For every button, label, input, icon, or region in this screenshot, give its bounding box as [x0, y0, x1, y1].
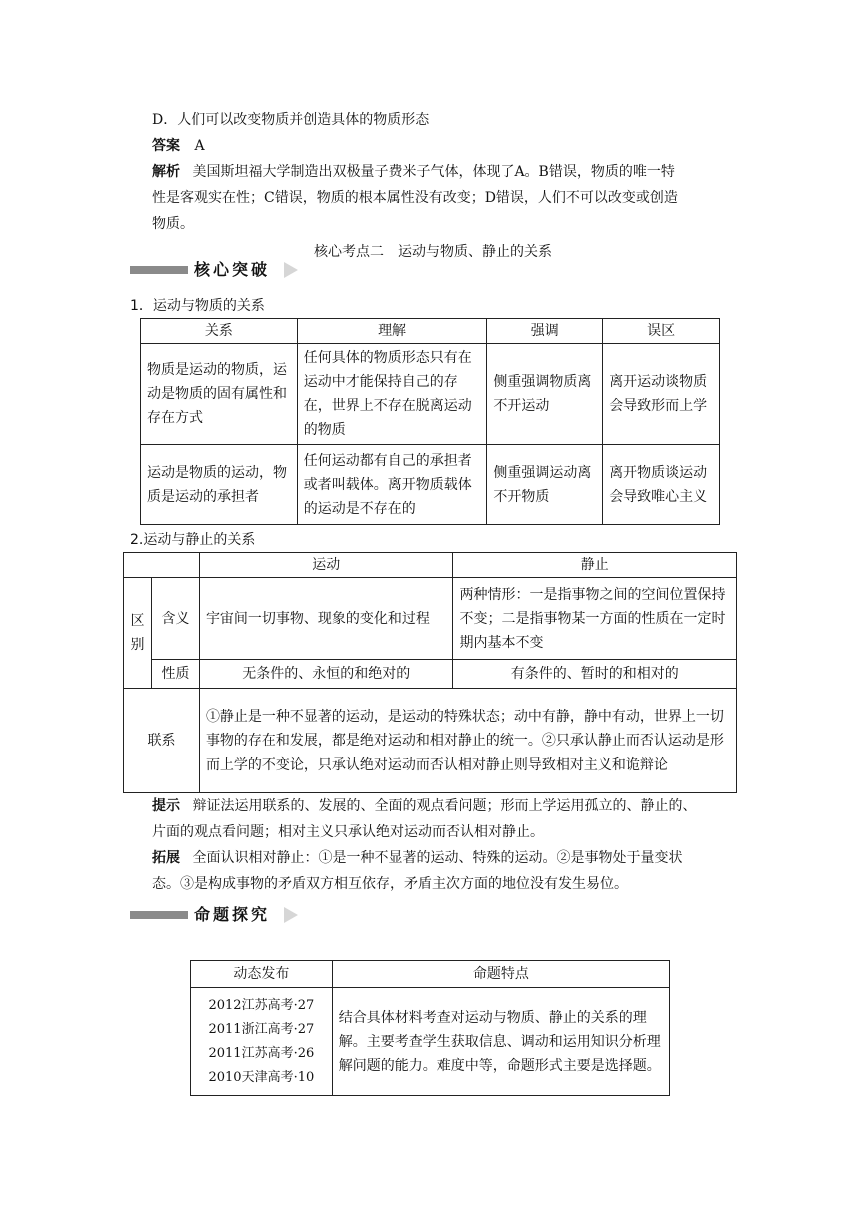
core-breakthrough-banner [130, 257, 330, 283]
banner-bar [130, 266, 188, 274]
table-header-cell: 运动 [199, 553, 453, 578]
section-title: 核心考点二 运动与物质、静止的关系 [314, 244, 552, 260]
table-cell: 两种情形：一是指事物之间的空间位置保持不变；二是指事物某一方面的性质在一定时期内基本不变 [453, 578, 737, 660]
table-cell: 离开物质谈运动会导致唯心主义 [603, 445, 720, 525]
table-row [141, 445, 720, 525]
analysis-text-1: 美国斯坦福大学制造出双极量子费米子气体，体现了A。B错误，物质的唯一特 [192, 164, 675, 180]
exam-item: 2011江苏高考·26 [208, 1045, 315, 1061]
answer-label: 答案 [152, 138, 180, 154]
distinction-label: 区别 [124, 578, 152, 689]
analysis-text-2: 性是客观实在性；C错误，物质的根本属性没有改变；D错误，人们不可以改变或创造 [152, 190, 678, 206]
table-cell: 物质是运动的物质，运动是物质的固有属性和存在方式 [141, 344, 298, 445]
motion-rest-table [123, 552, 737, 793]
table-cell: 宇宙间一切事物、现象的变化和过程 [199, 578, 453, 660]
table-cell: 含义 [151, 578, 199, 660]
banner-label: 命题探究 [194, 902, 282, 928]
table-cell: 有条件的、暂时的和相对的 [453, 660, 737, 689]
table-empty-cell [124, 553, 200, 578]
table-cell: 性质 [151, 660, 199, 689]
table2-heading: 2.运动与静止的关系 [130, 532, 256, 548]
tip-text-2: 片面的观点看问题；相对主义只承认绝对运动而否认相对静止。 [152, 824, 544, 840]
table-header-cell: 强调 [487, 319, 603, 344]
exam-list [191, 988, 333, 1096]
answer-line [152, 134, 205, 158]
tip-label: 提示 [152, 798, 180, 814]
banner-arrow-icon [284, 907, 298, 923]
exam-trend-table [190, 960, 670, 1096]
table-row [141, 344, 720, 445]
exam-item: 2011浙江高考·27 [208, 1021, 315, 1037]
extend-text-2: 态。③是构成事物的矛盾双方相互依存，矛盾主次方面的地位没有发生易位。 [152, 876, 628, 892]
analysis-line-1 [152, 160, 742, 184]
proposition-banner [130, 902, 330, 928]
table-header-cell: 静止 [453, 553, 737, 578]
banner-arrow-icon [284, 262, 298, 278]
table1-heading: 1．运动与物质的关系 [130, 298, 265, 314]
table-row [124, 578, 737, 660]
tip-text-1: 辩证法运用联系的、发展的、全面的观点看问题；形而上学运用孤立的、静止的、 [192, 798, 697, 814]
table-header-row [191, 961, 670, 988]
table-cell: 侧重强调物质离不开运动 [487, 344, 603, 445]
motion-matter-table [140, 318, 720, 525]
exam-item: 2010天津高考·10 [208, 1069, 315, 1085]
table-header-row [124, 553, 737, 578]
table-cell: 离开运动谈物质会导致形而上学 [603, 344, 720, 445]
table-header-row [141, 319, 720, 344]
extend-label: 拓展 [152, 850, 180, 866]
table-header-cell: 命题特点 [332, 961, 669, 988]
banner-bar [130, 911, 188, 919]
tip-line-1 [152, 794, 742, 818]
extend-line-1 [152, 846, 742, 870]
table-header-cell: 误区 [603, 319, 720, 344]
table-cell: 无条件的、永恒的和绝对的 [199, 660, 453, 689]
extend-text-1: 全面认识相对静止：①是一种不显著的运动、特殊的运动。②是事物处于量变状 [192, 850, 683, 866]
analysis-text-3: 物质。 [152, 216, 194, 232]
table-cell: 联系 [124, 689, 200, 793]
table-cell: 任何运动都有自己的承担者或者叫载体。离开物质载体的运动是不存在的 [297, 445, 487, 525]
table-header-cell: 理解 [297, 319, 487, 344]
table-header-cell: 动态发布 [191, 961, 333, 988]
analysis-label: 解析 [152, 164, 180, 180]
table-cell: 侧重强调运动离不开物质 [487, 445, 603, 525]
option-d: D．人们可以改变物质并创造具体的物质形态 [152, 112, 430, 128]
table-cell: 运动是物质的运动，物质是运动的承担者 [141, 445, 298, 525]
table-row [124, 689, 737, 793]
table-row [124, 660, 737, 689]
banner-label: 核心突破 [194, 257, 282, 283]
answer-value: A [194, 138, 205, 154]
exam-item: 2012江苏高考·27 [208, 997, 315, 1013]
table-cell: ①静止是一种不显著的运动，是运动的特殊状态；动中有静，静中有动，世界上一切事物的存在和发展，都是绝对运动和相对静止的统一。②只承认静止而否认运动是形而上学的不变论，只承认绝对运动而否认相对静止则导致相对主义和诡辩论 [199, 689, 736, 793]
table-row [191, 988, 670, 1096]
table-cell: 任何具体的物质形态只有在运动中才能保持自己的存在，世界上不存在脱离运动的物质 [297, 344, 487, 445]
feature-cell: 结合具体材料考查对运动与物质、静止的关系的理解。主要考查学生获取信息、调动和运用知识分析理解问题的能力。难度中等，命题形式主要是选择题。 [332, 988, 669, 1096]
table-header-cell: 关系 [141, 319, 298, 344]
